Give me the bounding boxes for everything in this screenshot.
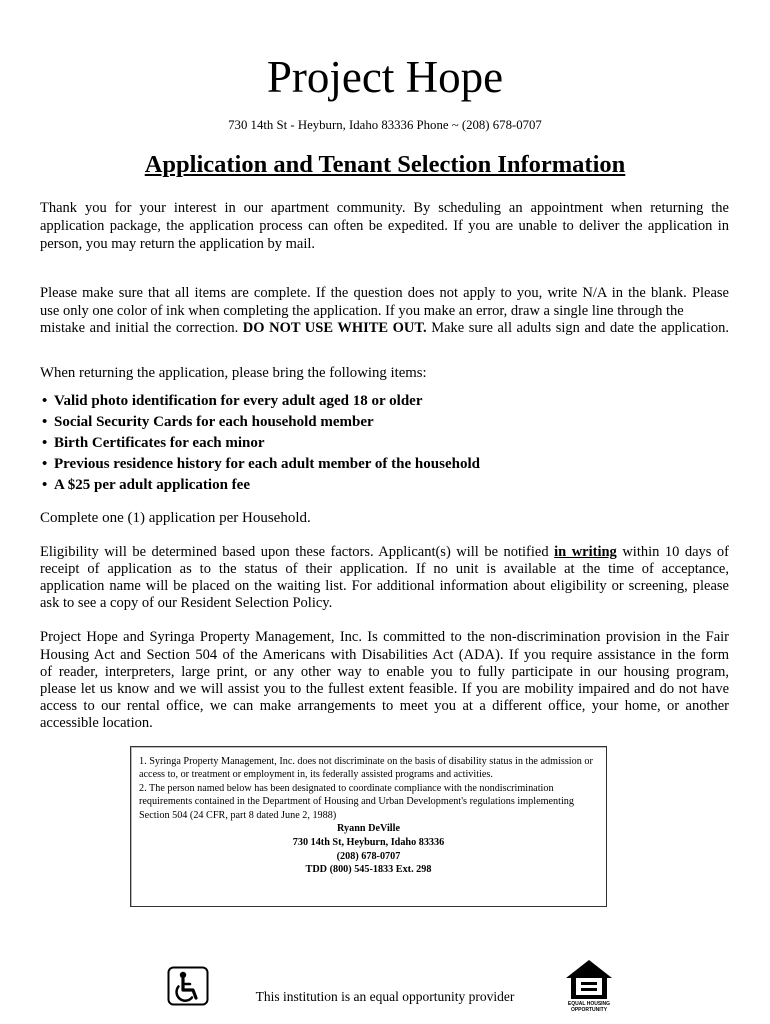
paragraph-line: person, you may return the application by mail. <box>40 236 316 252</box>
bullet-icon: • <box>42 476 48 493</box>
list-item <box>40 433 729 454</box>
page-title: Project Hope <box>266 52 504 102</box>
document-heading: Application and Tenant Selection Information <box>144 151 626 178</box>
household-note <box>40 509 729 527</box>
list-item <box>40 475 729 496</box>
line-text: Eligibility will be determined based upon these factors. Applicant(s) will be notified <box>40 543 549 560</box>
paragraph-line <box>40 544 729 561</box>
paragraph-line: Please make sure that all items are complete. If the question does not apply to you, write N/A in the blank. Please <box>40 285 729 301</box>
notice-statement-line: 1. Syringa Property Management, Inc. does not discriminate on the basis of disability status in the admission or <box>139 755 593 767</box>
equal-housing-opportunity-icon <box>564 958 614 1012</box>
logo-text: EQUAL HOUSING <box>567 1001 611 1007</box>
paragraph-line: access to our rental office, we can make arrangements to meet you at a different office, your home, or another <box>40 698 729 715</box>
paragraph-line: ask to see a copy of our Resident Selection Policy. <box>40 594 333 611</box>
list-item <box>40 454 729 475</box>
required-items-list <box>40 391 729 496</box>
paragraph-line: use only one color of ink when completing the application. If you make an error, draw a single line through the <box>40 302 684 319</box>
paragraph-line: of reader, interpreters, large print, or any other way to enable you to fully participate in our housing program, <box>40 663 729 680</box>
paragraph-line: Project Hope and Syringa Property Management, Inc. Is committed to the non-discrimination provision in the Fair <box>40 629 729 646</box>
bullet-icon: • <box>42 434 48 451</box>
list-item <box>40 391 729 412</box>
paragraph-line: application package, the application process can often be expedited. If you are unable to deliver the application in <box>40 218 729 234</box>
notice-statement-line: requirements contained in the Department of Housing and Urban Development's regulations implementing <box>139 796 574 808</box>
bullet-icon: • <box>42 392 48 409</box>
paragraph-line: Complete one (1) application per Household. <box>40 510 311 526</box>
contact-address-line: 730 14th St - Heyburn, Idaho 83336 Phone ~ (208) 678-0707 <box>228 118 542 132</box>
list-item-text: Previous residence history for each adult member of the household <box>54 455 480 472</box>
coordinator-address: 730 14th St, Heyburn, Idaho 83336 <box>292 837 445 849</box>
list-item-text: Social Security Cards for each household member <box>54 413 374 430</box>
list-item-text: Birth Certificates for each minor <box>54 434 265 451</box>
equal-opportunity-statement: This institution is an equal opportunity provider <box>255 989 515 1004</box>
coordinator-phone: (208) 678-0707 <box>336 850 401 862</box>
bullet-icon: • <box>42 455 48 472</box>
paragraph-line: When returning the application, please bring the following items: <box>40 365 427 381</box>
list-item <box>40 412 729 433</box>
list-item-text: Valid photo identification for every adult aged 18 or older <box>54 392 423 409</box>
paragraph-line: Housing Act and Section 504 of the Americans with Disabilities Act (ADA). If you require assistance in the form <box>40 646 729 663</box>
white-out-warning: DO NOT USE WHITE OUT. <box>242 320 427 336</box>
items-intro <box>40 364 729 382</box>
paragraph-line: application name will be placed on the waiting list. For additional information about eligibility or screening, please <box>40 577 729 594</box>
paragraph-line: Thank you for your interest in our apartment community. By scheduling an appointment when returning the <box>40 200 729 216</box>
in-writing-emphasis: in writing <box>554 543 617 560</box>
line-text: Make sure all adults sign and date the application. <box>431 320 729 336</box>
paragraph-line: please let us know and we will assist you to the fullest extent feasible. If you are mobility impaired and do not have <box>40 681 729 697</box>
line-text: within 10 days of <box>622 543 730 560</box>
nondiscrimination-notice-box <box>130 746 607 907</box>
intro-paragraph <box>40 199 729 253</box>
eligibility-paragraph <box>40 544 729 612</box>
bullet-icon: • <box>42 413 48 430</box>
completion-instructions-paragraph <box>40 285 729 338</box>
logo-text: OPPORTUNITY <box>570 1007 608 1012</box>
notice-statement-line: 2. The person named below has been designated to coordinate compliance with the nondiscrimination <box>139 782 554 794</box>
paragraph-line: accessible location. <box>40 715 153 732</box>
coordinator-name: Ryann DeVille <box>337 823 400 835</box>
coordinator-tdd: TDD (800) 545-1833 Ext. 298 <box>305 864 432 876</box>
notice-statement-line: Section 504 (24 CFR, part 8 dated June 2, 1988) <box>139 809 337 821</box>
paragraph-line <box>40 320 729 338</box>
list-item-text: A $25 per adult application fee <box>54 476 250 493</box>
notice-statement-line: access to, or treatment or employment in, its federally assisted programs and activities. <box>139 769 493 781</box>
line-text: mistake and initial the correction. <box>40 320 239 336</box>
paragraph-line: receipt of application as to the status of their application. If no unit is available at the time of acceptance, <box>40 560 729 577</box>
nondiscrimination-paragraph <box>40 629 729 732</box>
